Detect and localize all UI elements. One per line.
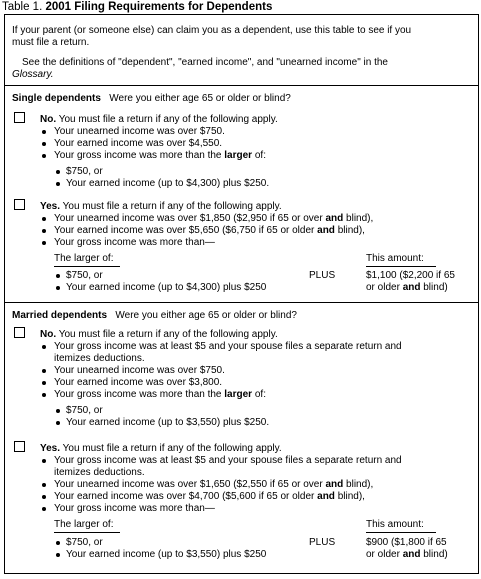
amount-pre: or older (366, 549, 400, 560)
married-no-item-2: Your unearned income was over $750. (54, 365, 225, 376)
married-amount-line-1: $900 ($1,800 if 65 (366, 537, 447, 548)
blind-suffix: blind), (346, 213, 374, 224)
single-no-sub-2: Your earned income (up to $4,300) plus $250. (66, 178, 270, 189)
intro-line-2: must file a return. (12, 37, 90, 48)
married-no-item-1b: itemizes deductions. (54, 353, 145, 364)
intro-line-1: If your parent (or someone else) can claim you as a dependent, use this table to see if you (12, 25, 412, 36)
bullet-icon (42, 217, 46, 221)
married-yes-text: You must file a return if any of the following apply. (62, 443, 282, 454)
bullet-icon (42, 241, 46, 245)
of-word: of: (254, 150, 266, 161)
bullet-icon (56, 553, 60, 557)
of-word: of: (254, 389, 266, 400)
married-larger-of-underline (54, 532, 120, 533)
bullet-icon (56, 541, 60, 545)
divider-single (4, 302, 479, 303)
single-amount-line-1: $1,100 ($2,200 if 65 (366, 270, 455, 281)
intro-see-line-1: See the definitions of "dependent", "earned income", and "unearned income" in the (22, 57, 388, 68)
married-larger-of-header: The larger of: (54, 519, 114, 530)
and-word: and (325, 213, 344, 224)
married-no-line (40, 329, 278, 341)
bullet-icon (42, 495, 46, 499)
married-question: Were you either age 65 or older or blind? (115, 310, 297, 321)
table-title-text: 2001 Filing Requirements for Dependents (45, 1, 273, 13)
single-no-item-3 (54, 150, 266, 162)
bullet-icon (42, 459, 46, 463)
amount-post: blind) (423, 282, 448, 293)
and-word: and (325, 479, 344, 490)
single-heading: Single dependents (12, 93, 101, 104)
bullet-icon (42, 154, 46, 158)
table-label: Table 1. (2, 1, 43, 13)
bullet-icon (42, 393, 46, 397)
married-plus: PLUS (309, 537, 336, 548)
married-section-header (12, 310, 297, 322)
bullet-icon (42, 345, 46, 349)
amount-post: blind) (423, 549, 448, 560)
blind-suffix: blind), (346, 479, 374, 490)
single-yes-sub-1: $750, or (66, 270, 103, 281)
married-no-item-3: Your earned income was over $3,800. (54, 377, 223, 388)
married-yes-checkbox[interactable] (14, 441, 25, 452)
bullet-icon (56, 421, 60, 425)
single-yes-sub-2: Your earned income (up to $4,300) plus $250 (66, 282, 267, 293)
married-no-label: No. (40, 329, 57, 340)
single-section-header (12, 93, 291, 105)
married-yes-item-2-text: Your unearned income was over $1,650 ($2,550 if 65 or over (54, 479, 323, 490)
single-larger-of-header: The larger of: (54, 253, 114, 264)
single-no-item-1: Your unearned income was over $750. (54, 126, 225, 137)
married-this-amount-header: This amount: (366, 519, 424, 530)
intro-see-line-2 (12, 69, 54, 81)
bullet-icon (56, 274, 60, 278)
bullet-icon (56, 182, 60, 186)
married-yes-item-3 (54, 491, 365, 503)
single-yes-line (40, 201, 282, 213)
single-no-line (40, 114, 278, 126)
married-amount-line-2 (366, 549, 448, 561)
single-question: Were you either age 65 or older or blind? (109, 93, 291, 104)
and-word: and (317, 491, 335, 502)
bullet-icon (56, 409, 60, 413)
single-this-amount-underline (366, 266, 436, 267)
blind-suffix: blind), (337, 225, 365, 236)
married-no-item-4-text: Your gross income was more than the (54, 389, 222, 400)
blind-suffix: blind), (337, 491, 365, 502)
glossary-ref: Glossary. (12, 69, 54, 80)
married-yes-item-3-text: Your earned income was over $4,700 ($5,600 if 65 or older (54, 491, 315, 502)
single-yes-item-3: Your gross income was more than— (54, 237, 215, 248)
married-yes-label: Yes. (40, 443, 61, 454)
amount-pre: or older (366, 282, 400, 293)
bullet-icon (42, 142, 46, 146)
bullet-icon (56, 170, 60, 174)
bullet-icon (42, 369, 46, 373)
bullet-icon (42, 130, 46, 134)
married-no-text: You must file a return if any of the following apply. (58, 329, 278, 340)
bullet-icon (56, 286, 60, 290)
single-plus: PLUS (309, 270, 336, 281)
married-this-amount-underline (366, 532, 436, 533)
married-no-sub-2: Your earned income (up to $3,550) plus $250. (66, 417, 270, 428)
single-no-sub-1: $750, or (66, 166, 103, 177)
bullet-icon (42, 483, 46, 487)
table-title (2, 1, 272, 14)
single-yes-text: You must file a return if any of the following apply. (62, 201, 282, 212)
married-yes-item-1b: itemizes deductions. (54, 467, 145, 478)
single-no-checkbox[interactable] (14, 112, 25, 123)
bullet-icon (42, 229, 46, 233)
single-yes-item-1-text: Your unearned income was over $1,850 ($2,950 if 65 or over (54, 213, 323, 224)
married-yes-sub-2: Your earned income (up to $3,550) plus $250 (66, 549, 267, 560)
divider-intro (4, 85, 479, 86)
bullet-icon (42, 507, 46, 511)
single-amount-line-2 (366, 282, 448, 294)
bullet-icon (42, 381, 46, 385)
single-yes-item-2 (54, 225, 365, 237)
and-word: and (402, 282, 421, 293)
single-no-item-3-text: Your gross income was more than the (54, 150, 222, 161)
single-no-item-2: Your earned income was over $4,550. (54, 138, 223, 149)
and-word: and (317, 225, 335, 236)
and-word: and (402, 549, 421, 560)
single-no-text: You must file a return if any of the following apply. (58, 114, 278, 125)
single-yes-item-2-text: Your earned income was over $5,650 ($6,750 if 65 or older (54, 225, 315, 236)
single-larger-of-underline (54, 266, 120, 267)
married-yes-line (40, 443, 282, 455)
single-this-amount-header: This amount: (366, 253, 424, 264)
married-yes-item-4: Your gross income was more than— (54, 503, 215, 514)
larger-word: larger (224, 389, 253, 400)
married-yes-sub-1: $750, or (66, 537, 103, 548)
married-no-sub-1: $750, or (66, 405, 103, 416)
married-yes-item-1a: Your gross income was at least $5 and your spouse files a separate return and (54, 455, 402, 466)
single-yes-label: Yes. (40, 201, 61, 212)
married-no-item-1a: Your gross income was at least $5 and your spouse files a separate return and (54, 341, 402, 352)
larger-word: larger (224, 150, 253, 161)
married-yes-item-2 (54, 479, 373, 491)
married-no-item-4 (54, 389, 266, 401)
married-heading: Married dependents (12, 310, 108, 321)
single-no-label: No. (40, 114, 57, 125)
married-no-checkbox[interactable] (14, 327, 25, 338)
single-yes-checkbox[interactable] (14, 199, 25, 210)
single-yes-item-1 (54, 213, 373, 225)
